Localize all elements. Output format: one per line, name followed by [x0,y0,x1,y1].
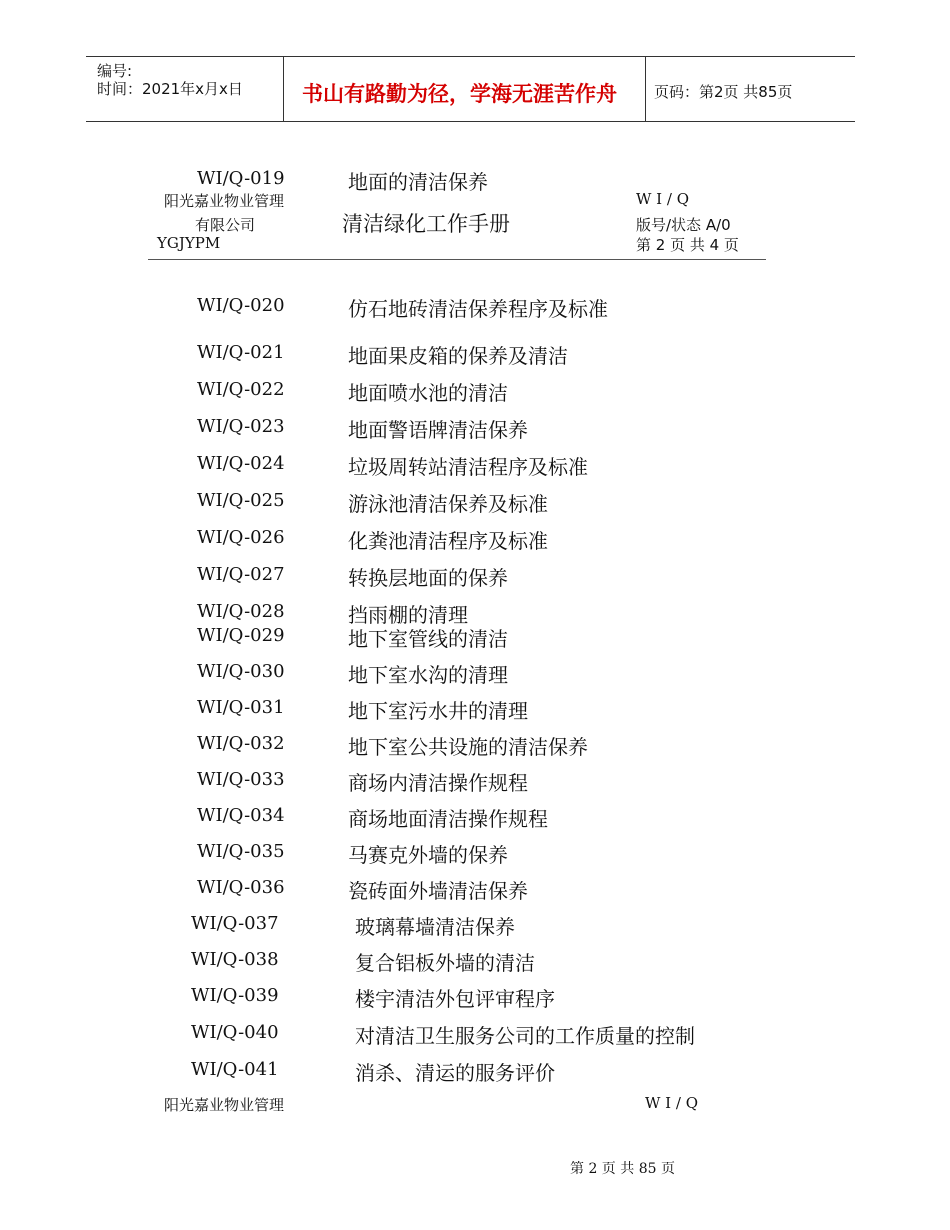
item-code: WI/Q-038 [191,949,279,970]
footer-page-number: 第 2 页 共 85 页 [570,1161,675,1177]
doc-page: 第 2 页 共 4 页 [636,236,739,254]
item-title: 地下室水沟的清理 [348,663,508,687]
item-title: 地下室污水井的清理 [348,699,528,723]
item-code: WI/Q-031 [197,697,285,718]
item-code: WI/Q-036 [197,877,285,898]
bottom-company-name: 阳光嘉业物业管理 [164,1096,285,1114]
item-code: WI/Q-027 [197,564,285,585]
item-code: WI/Q-033 [197,769,285,790]
item-title: 挡雨棚的清理 [348,603,468,627]
item-code: WI/Q-026 [197,527,285,548]
header-bottom-border [86,121,855,122]
item-code: WI/Q-024 [197,453,285,474]
item-code: WI/Q-022 [197,379,285,400]
manual-title: 清洁绿化工作手册 [342,212,510,236]
item-title: 地面的清洁保养 [348,170,488,194]
item-title: 地面喷水池的清洁 [348,381,508,405]
motto: 书山有路勤为径，学海无涯苦作舟 [302,82,617,106]
header-top-border [86,56,855,57]
item-title: 瓷砖面外墙清洁保养 [348,879,528,903]
item-title: 地面警语牌清洁保养 [348,418,528,442]
doc-code: W I / Q [636,190,689,208]
item-title: 复合铝板外墙的清洁 [355,951,535,975]
item-title: 商场地面清洁操作规程 [348,807,548,831]
item-code: WI/Q-028 [197,601,285,622]
item-title: 马赛克外墙的保养 [348,843,508,867]
item-code: WI/Q-023 [197,416,285,437]
item-code: WI/Q-039 [191,985,279,1006]
item-code: WI/Q-041 [191,1059,279,1080]
item-title: 化粪池清洁程序及标准 [348,529,548,553]
item-title: 楼宇清洁外包评审程序 [355,987,555,1011]
item-title: 地面果皮箱的保养及清洁 [348,344,568,368]
item-title: 玻璃幕墙清洁保养 [355,915,515,939]
item-title: 仿石地砖清洁保养程序及标准 [348,297,608,321]
header-divider-left [283,56,284,122]
time-label: 时间：2021年x月x日 [97,80,243,98]
bottom-doc-code: W I / Q [645,1094,698,1112]
item-title: 消杀、清运的服务评价 [355,1061,555,1085]
item-code: WI/Q-032 [197,733,285,754]
item-title: 地下室管线的清洁 [348,627,508,651]
item-code: WI/Q-030 [197,661,285,682]
item-code: WI/Q-019 [197,168,285,189]
page-info: 页码：第2页 共85页 [654,83,793,101]
company-code: YGJYPM [157,234,221,252]
header-divider-right [645,56,646,122]
item-code: WI/Q-020 [197,295,285,316]
item-title: 地下室公共设施的清洁保养 [348,735,588,759]
item-code: WI/Q-025 [197,490,285,511]
number-label: 编号: [97,62,133,80]
doc-header-rule [148,259,766,260]
item-code: WI/Q-040 [191,1022,279,1043]
company-name-line2: 有限公司 [195,216,256,234]
item-code: WI/Q-034 [197,805,285,826]
item-code: WI/Q-029 [197,625,285,646]
item-title: 商场内清洁操作规程 [348,771,528,795]
item-title: 垃圾周转站清洁程序及标准 [348,455,588,479]
item-code: WI/Q-037 [191,913,279,934]
item-title: 对清洁卫生服务公司的工作质量的控制 [355,1024,695,1048]
company-name-line1: 阳光嘉业物业管理 [164,192,285,210]
version-status: 版号/状态 A/0 [636,216,731,234]
item-code: WI/Q-035 [197,841,285,862]
item-title: 转换层地面的保养 [348,566,508,590]
item-title: 游泳池清洁保养及标准 [348,492,548,516]
item-code: WI/Q-021 [197,342,285,363]
